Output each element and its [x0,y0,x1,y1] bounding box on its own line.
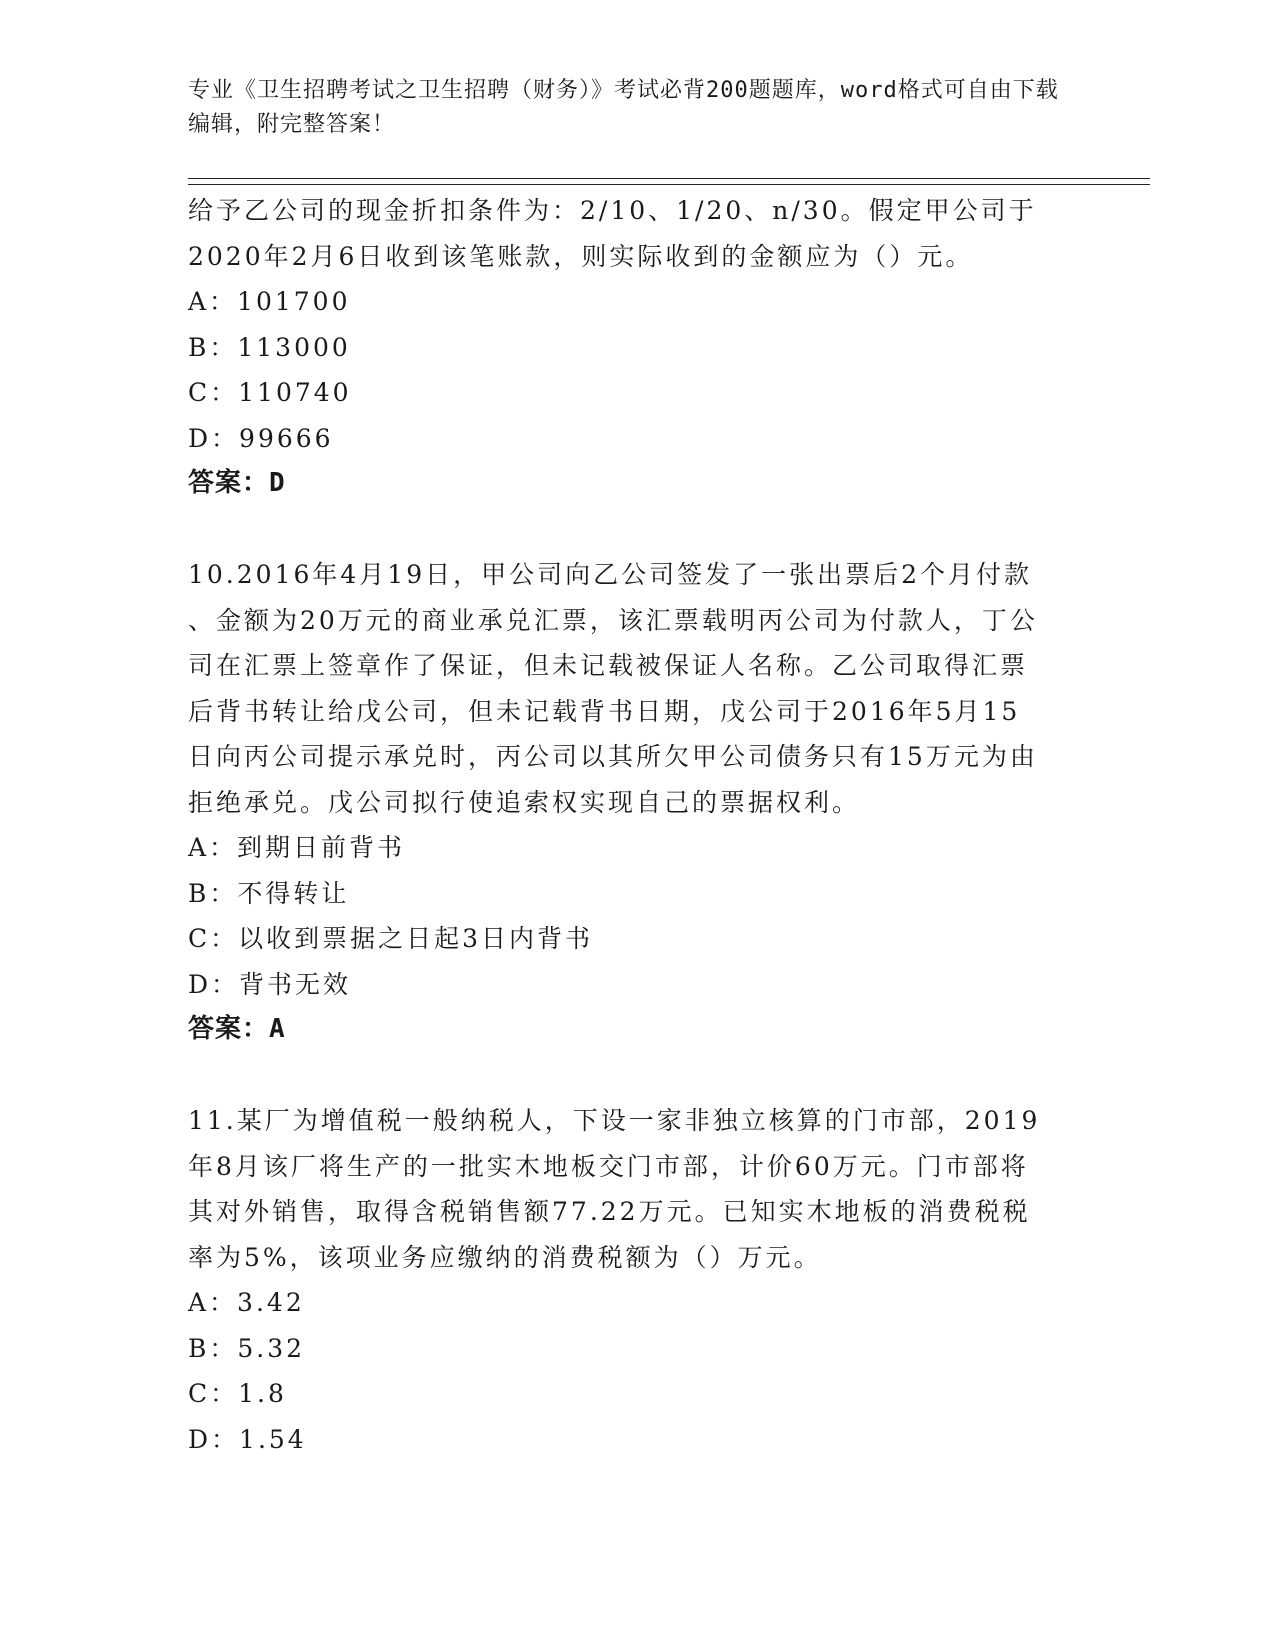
question-stem-line: 司在汇票上签章作了保证，但未记载被保证人名称。乙公司取得汇票 [188,651,1029,680]
question-stem-line: 其对外销售，取得含税销售额77.22万元。已知实木地板的消费税税 [188,1197,1031,1226]
question-stem-line: 给予乙公司的现金折扣条件为：2/10、1/20、n/30。假定甲公司于 [188,196,1037,225]
question-stem-line: 、金额为20万元的商业承兑汇票，该汇票载明丙公司为付款人，丁公 [188,605,1038,635]
option-c: C：110740 [188,378,352,407]
option-a: A：101700 [188,287,351,316]
document-title: 专业《卫生招聘考试之卫生招聘（财务）》考试必背200题题库，word格式可自由下载编辑，附完整答案！ [188,78,1059,137]
document-body [188,188,1078,1462]
question-stem-line: 日向丙公司提示承兑时，丙公司以其所欠甲公司债务只有15万元为由 [188,742,1038,771]
question-stem-line: 年8月该厂将生产的一批实木地板交门市部，计价60万元。门市部将 [188,1151,1029,1181]
question-block [188,188,1078,507]
option-a: A：到期日前背书 [188,833,406,862]
header-rule-bottom [188,184,1150,185]
option-d: D：1.54 [188,1424,307,1454]
question-stem-line: 2020年2月6日收到该笔账款，则实际收到的金额应为（）元。 [188,241,974,271]
answer-line: 答案：D [188,468,286,498]
question-stem-line: 10.2016年4月19日，甲公司向乙公司签发了一张出票后2个月付款 [188,560,1033,589]
option-a: A：3.42 [188,1288,305,1317]
spacer [188,1053,1078,1099]
answer-line: 答案：A [188,1014,286,1044]
option-c: C：1.8 [188,1379,287,1408]
option-c: C：以收到票据之日起3日内背书 [188,924,594,953]
question-block [188,1098,1078,1462]
option-d: D：99666 [188,423,334,453]
question-stem-line: 后背书转让给戊公司，但未记载背书日期，戊公司于2016年5月15 [188,696,1021,726]
question-stem-line: 11.某厂为增值税一般纳税人，下设一家非独立核算的门市部，2019 [188,1106,1041,1135]
question-stem-line: 率为5%，该项业务应缴纳的消费税额为（）万元。 [188,1242,822,1272]
spacer [188,507,1078,553]
option-d: D：背书无效 [188,969,352,999]
header-rule-top [188,178,1150,179]
option-b: B：113000 [188,332,351,362]
question-block [188,552,1078,1053]
option-b: B：不得转让 [188,878,350,908]
document-header [188,74,1068,142]
question-stem-line: 拒绝承兑。戊公司拟行使追索权实现自己的票据权利。 [188,787,861,817]
option-b: B：5.32 [188,1333,306,1363]
